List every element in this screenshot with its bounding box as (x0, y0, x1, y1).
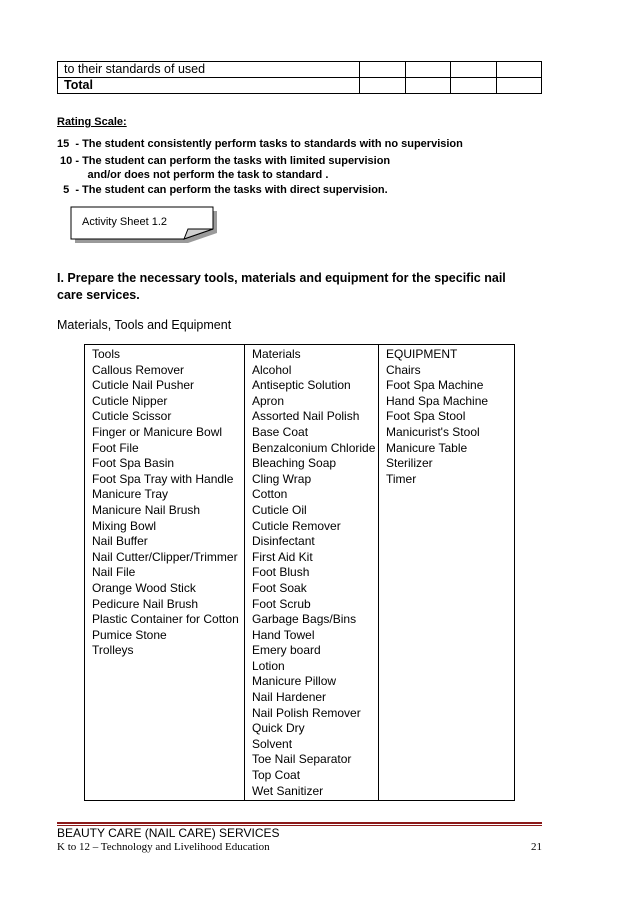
materials-item: Nail Polish Remover (252, 705, 361, 720)
tools-item: Trolleys (92, 643, 134, 658)
tools-header: Tools (92, 347, 121, 361)
table-cell (405, 62, 451, 78)
materials-item: Foot Soak (252, 580, 307, 595)
rating-scale-line: and/or does not perform the task to standard . (57, 169, 329, 181)
table-cell (360, 78, 406, 94)
materials-item: Top Coat (252, 768, 301, 783)
materials-item: Cling Wrap (252, 471, 312, 486)
materials-header: Materials (252, 347, 301, 361)
materials-item: Cuticle Oil (252, 502, 307, 517)
tools-item: Manicure Tray (92, 487, 169, 502)
equipment-header: EQUIPMENT (386, 347, 458, 361)
inventory-table (84, 344, 515, 801)
table-cell (496, 78, 542, 94)
equipment-item: Sterilizer (386, 456, 433, 471)
materials-column (245, 345, 379, 801)
materials-item: Foot Scrub (252, 596, 311, 611)
section-heading: I. Prepare the necessary tools, materials and equipment for the specific nail care services. (57, 271, 506, 302)
materials-item: Bleaching Soap (252, 456, 337, 471)
table-cell-label: Total (58, 78, 360, 94)
activity-sheet-text: Activity Sheet 1.2 (82, 216, 167, 228)
materials-item: Wet Sanitizer (252, 783, 324, 798)
rating-scale-line: 15 - The student consistently perform tasks to standards with no supervision (57, 138, 463, 150)
materials-item: Emery board (252, 643, 321, 658)
page-number: 21 (531, 841, 542, 853)
footer-subtitle: K to 12 – Technology and Livelihood Education (57, 841, 270, 853)
table-row (58, 62, 542, 78)
tools-item: Orange Wood Stick (92, 580, 196, 595)
materials-item: Solvent (252, 736, 293, 751)
equipment-item: Manicurist's Stool (386, 424, 480, 439)
table-cell (451, 62, 497, 78)
tools-item: Cuticle Nail Pusher (92, 378, 195, 393)
tools-item: Pedicure Nail Brush (92, 596, 199, 611)
materials-item: Disinfectant (252, 534, 315, 549)
equipment-item: Foot Spa Machine (386, 378, 484, 393)
materials-item: Garbage Bags/Bins (252, 612, 357, 627)
materials-item: Manicure Pillow (252, 674, 337, 689)
table-cell (496, 62, 542, 78)
materials-item: Quick Dry (252, 721, 305, 736)
tools-item: Nail Cutter/Clipper/Trimmer (92, 549, 238, 564)
materials-item: Assorted Nail Polish (252, 409, 360, 424)
materials-item: First Aid Kit (252, 549, 313, 564)
tools-item: Manicure Nail Brush (92, 502, 201, 517)
tools-item: Cuticle Scissor (92, 409, 172, 424)
tools-item: Callous Remover (92, 362, 185, 377)
rating-scale-title: Rating Scale: (57, 116, 127, 128)
footer-title: BEAUTY CARE (NAIL CARE) SERVICES (57, 826, 280, 840)
materials-item: Alcohol (252, 362, 292, 377)
table-cell (451, 78, 497, 94)
materials-item: Benzalconium Chloride (252, 440, 376, 455)
tools-item: Foot Spa Tray with Handle (92, 471, 234, 486)
section-subheading: Materials, Tools and Equipment (57, 318, 232, 332)
equipment-item: Hand Spa Machine (386, 393, 489, 408)
footer-divider (57, 822, 542, 824)
tools-item: Pumice Stone (92, 627, 167, 642)
tools-item: Nail Buffer (92, 534, 148, 549)
activity-sheet-label (70, 206, 218, 246)
materials-item: Toe Nail Separator (252, 752, 352, 767)
equipment-item: Foot Spa Stool (386, 409, 466, 424)
rating-table (57, 61, 542, 94)
tools-column (85, 345, 245, 801)
equipment-item: Chairs (386, 362, 421, 377)
table-cell (405, 78, 451, 94)
tools-item: Mixing Bowl (92, 518, 157, 533)
materials-item: Base Coat (252, 424, 309, 439)
materials-item: Apron (252, 393, 285, 408)
table-row-total (58, 78, 542, 94)
materials-item: Antiseptic Solution (252, 378, 351, 393)
rating-scale-line: 5 - The student can perform the tasks with direct supervision. (57, 184, 388, 196)
materials-item: Nail Hardener (252, 690, 327, 705)
equipment-item: Timer (386, 471, 417, 486)
table-row (85, 345, 515, 801)
tools-item: Finger or Manicure Bowl (92, 424, 223, 439)
table-cell (360, 62, 406, 78)
equipment-column (379, 345, 515, 801)
materials-item: Foot Blush (252, 565, 310, 580)
equipment-item: Manicure Table (386, 440, 468, 455)
materials-item: Cuticle Remover (252, 518, 341, 533)
tools-item: Nail File (92, 565, 136, 580)
materials-item: Lotion (252, 658, 285, 673)
table-cell-label: to their standards of used (58, 62, 360, 78)
tools-item: Foot File (92, 440, 139, 455)
materials-item: Cotton (252, 487, 288, 502)
tools-item: Cuticle Nipper (92, 393, 168, 408)
rating-scale-line: 10 - The student can perform the tasks with limited supervision (57, 155, 391, 167)
tools-item: Foot Spa Basin (92, 456, 175, 471)
materials-item: Hand Towel (252, 627, 315, 642)
tools-item: Plastic Container for Cotton (92, 612, 239, 627)
